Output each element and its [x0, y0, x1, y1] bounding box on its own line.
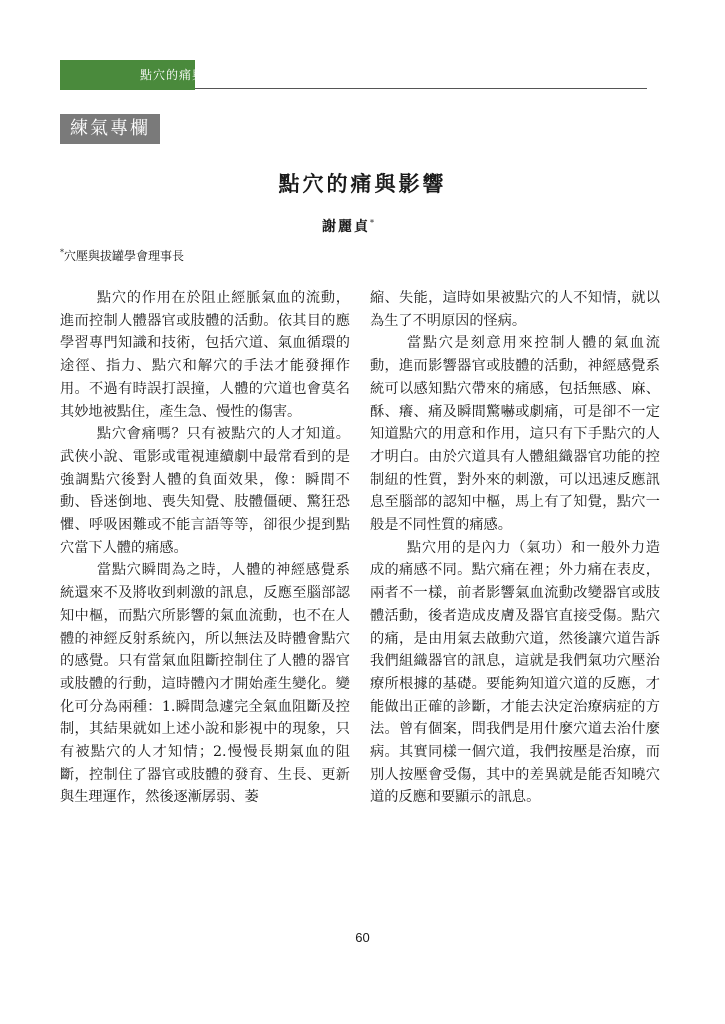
article-title: 點穴的痛與影響	[278, 171, 447, 196]
header-rule	[195, 88, 647, 89]
paragraph: 點穴的作用在於阻止經脈氣血的流動，進而控制人體器官或肢體的活動。依其目的應學習專門知識和技術，包括穴道、氣血循環的途徑、指力、點穴和解穴的手法才能發揮作用。不過有時誤打誤撞，人體的穴道也會莫名其妙地被點住，產生急、慢性的傷害。	[60, 290, 350, 420]
author-footnote-mark: *	[370, 218, 376, 228]
column-badge: 練氣專欄	[60, 114, 160, 144]
affiliation-text: 穴壓與拔罐學會理事長	[64, 249, 185, 263]
running-title: 點穴的痛與影響	[140, 68, 232, 82]
author-line	[322, 216, 376, 236]
affiliation-footnote-mark: *	[60, 248, 64, 257]
body-column-left	[60, 287, 350, 809]
paragraph: 點穴用的是內力（氣功）和一般外力造成的痛感不同。點穴痛在裡；外力痛在表皮，兩者不一樣，前者影響氣血流動改變器官或肢體活動，後者造成皮膚及器官直接受傷。點穴的痛，是由用氣去啟動穴道，然後讓穴道告訴我們組織器官的訊息，這就是我們氣功穴壓治療所根據的基礎。要能夠知道穴道的反應，才能做出正確的診斷，才能去決定治療病症的方法。曾有個案，問我們是用什麼穴道去治什麼病。其實同樣一個穴道，我們按壓是治療，而別人按壓會受傷，其中的差異就是能否知曉穴道的反應和要顯示的訊息。	[370, 539, 660, 806]
paragraph: 當點穴是刻意用來控制人體的氣血流動，進而影響器官或肢體的活動，神經感覺系統可以感知點穴帶來的痛感，包括無感、麻、酥、癢、痛及瞬間驚嚇或劇痛，可是卻不一定知道點穴的用意和作用，這只有下手點穴的人才明白。由於穴道具有人體組織器官功能的控制紐的性質，對外來的刺激，可以迅速反應訊息至腦部的認知中樞，馬上有了知覺，點穴一般是不同性質的痛感。	[370, 335, 660, 534]
page-number: 60	[355, 930, 370, 945]
author-name: 謝麗貞	[322, 219, 370, 235]
paragraph-continued: 縮、失能，這時如果被點穴的人不知情，就以為生了不明原因的怪病。	[370, 290, 660, 329]
paragraph: 點穴會痛嗎？只有被點穴的人才知道。武俠小說、電影或電視連續劇中最常看到的是強調點穴後對人體的負面效果，像：瞬間不動、昏迷倒地、喪失知覺、肢體僵硬、驚狂恐懼、呼吸困難或不能言語等等，卻很少提到點穴當下人體的痛感。	[60, 426, 350, 556]
affiliation-line	[60, 247, 184, 264]
body-column-right	[370, 287, 660, 809]
paragraph: 當點穴瞬間為之時，人體的神經感覺系統還來不及將收到刺激的訊息，反應至腦部認知中樞，而點穴所影響的氣血流動，也不在人體的神經反射系統內，所以無法及時體會點穴的感覺。只有當氣血阻斷控制住了人體的器官或肢體的行動，這時體內才開始產生變化。變化可分為兩種：1.瞬間急遽完全氣血阻斷及控制，其結果就如上述小說和影視中的現象，只有被點穴的人才知情；2.慢慢長期氣血的阻斷，控制住了器官或肢體的發育、生長、更新與生理運作，然後逐漸孱弱、萎	[60, 562, 350, 806]
